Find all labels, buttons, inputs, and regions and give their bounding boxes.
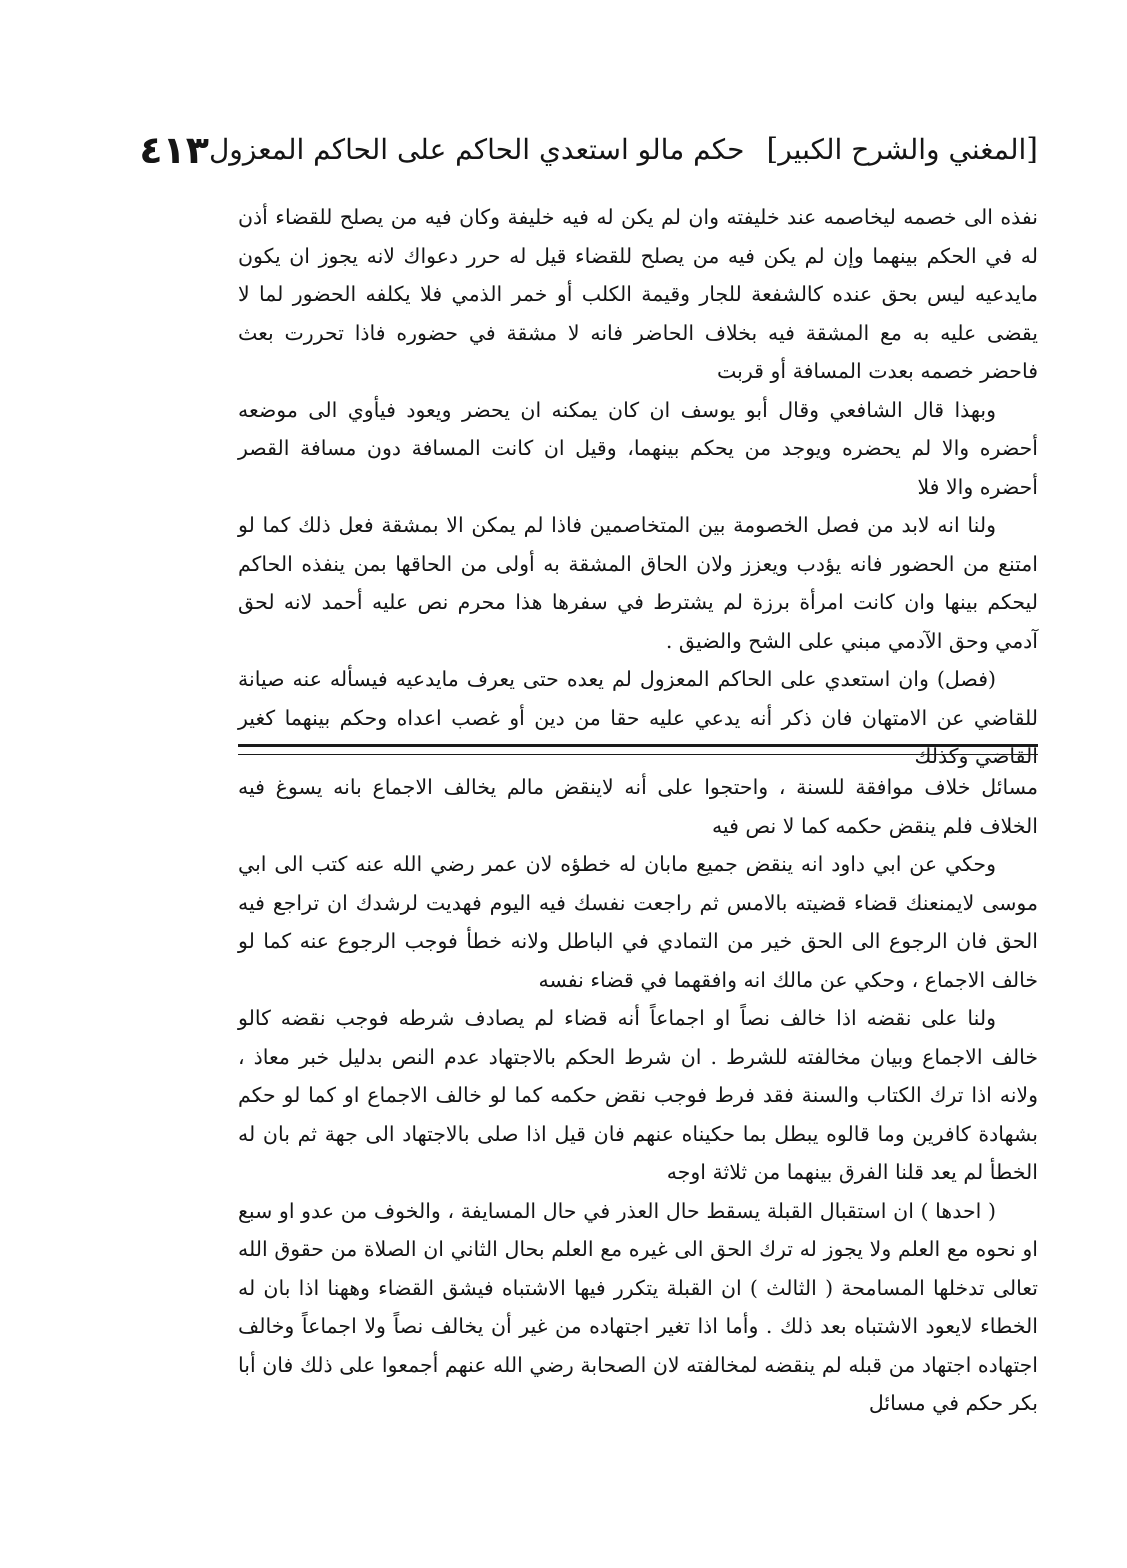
paragraph: نفذه الى خصمه ليخاصمه عند خليفته وان لم يكن له فيه خليفة وكان فيه من يصلح للقضاء أذن له في الحكم بينهما وإن لم يكن فيه من يصلح للقضاء قيل له حرر دعواك لانه يجوز ان يكون مايدعيه ليس بحق عنده كالشفعة للجار وقيمة الكلب أو خمر الذمي فلا يكلفه الحضور لما لا يقضى عليه به مع المشقة فيه بخلاف الحاضر فانه لا مشقة في حضوره فاذا تحررت بعث فاحضر خصمه بعدت المسافة أو قربت (238, 205, 1038, 383)
main-text-block (238, 198, 1038, 776)
paragraph: ولنا على نقضه اذا خالف نصاً او اجماعاً أنه قضاء لم يصادف شرطه فوجب نقضه كالو خالف الاجماع وبيان مخالفته للشرط . ان شرط الحكم بالاجتهاد عدم النص بدليل خبر معاذ ، ولانه اذا ترك الكتاب والسنة فقد فرط فوجب نقض حكمه كما لو خالف الاجماع او كما لو حكم بشهادة كافرين وما قالوه يبطل بما حكيناه عنهم فان قيل اذا صلى بالاجتهاد الى جهة ثم بان له الخطأ لم يعد قلنا الفرق بينهما من ثلاثة اوجه (238, 1006, 1038, 1184)
page-number: ٤١٣ (139, 128, 209, 172)
header-title (209, 118, 1038, 182)
book-title: المغني والشرح الكبير (778, 133, 1027, 166)
paragraph: ولنا انه لابد من فصل الخصومة بين المتخاصمين فاذا لم يمكن الا بمشقة فعل ذلك كما لو امتنع من الحضور فانه يؤدب ويعزز ولان الحاق المشقة به أولى من الحاقها بمن ينفذه الحاكم ليحكم بينها وان كانت امرأة برزة لم يشترط في سفرها هذا محرم نص عليه أحمد لانه لحق آدمي وحق الآدمي مبني على الشح والضيق . (238, 513, 1038, 653)
paragraph: وبهذا قال الشافعي وقال أبو يوسف ان كان يمكنه ان يحضر ويعود فيأوي الى موضعه أحضره والا لم يحضره ويوجد من يحكم بينهما، وقيل ان كانت المسافة دون مسافة القصر أحضره والا فلا (238, 397, 1038, 499)
paragraph: ( احدها ) ان استقبال القبلة يسقط حال العذر في حال المسايفة ، والخوف من عدو او سبع او نحوه مع العلم ولا يجوز له ترك الحق الى غيره مع العلم بحال الثاني ان الصلاة من حقوق الله تعالى تدخلها المسامحة ( الثالث ) ان القبلة يتكرر فيها الاشتباه فيشق القضاء وههنا اذا بان له الخطاء لايعود الاشتباه بعد ذلك . وأما اذا تغير اجتهاده من غير أن يخالف نصاً ولا اجماعاً وخالف اجتهاده اجتهاد من قبله لم ينقضه لمخالفته لان الصحابة رضي الله عنهم أجمعوا على ذلك فان أبا بكر حكم في مسائل (238, 1198, 1039, 1415)
paragraph: (فصل) وان استعدي على الحاكم المعزول لم يعده حتى يعرف مايدعيه فيسأله عنه صيانة للقاضي عن الامتهان فان ذكر أنه يدعي عليه حقا من دين أو غصب اعداه وحكم بينهما كغير القاضي وكذلك (238, 667, 1038, 768)
running-header (139, 118, 1038, 182)
commentary-text-block (238, 768, 1038, 1423)
section-title: حكم مالو استعدي الحاكم على الحاكم المعزول (208, 133, 745, 166)
book-page (139, 118, 1039, 1498)
paragraph: وحكي عن ابي داود انه ينقض جميع مابان له خطؤه لان عمر رضي الله عنه كتب الى ابي موسى لايمنعنك قضاء قضيته بالامس ثم راجعت نفسك فيه اليوم فهديت لرشدك ان تراجع فيه الحق فان الرجوع الى الحق خير من التمادي في الباطل ولانه خطأ فوجب الرجوع عنه كما لو خالف الاجماع ، وحكي عن مالك انه وافقهما في قضاء نفسه (238, 852, 1038, 992)
header-bracket-open: [ (1026, 132, 1038, 167)
paragraph: مسائل خلاف موافقة للسنة ، واحتجوا على أنه لاينقض مالم يخالف الاجماع بانه يسوغ فيه الخلاف فلم ينقض حكمه كما لا نص فيه (238, 775, 1038, 838)
header-bracket-close: ] (766, 132, 779, 167)
section-divider (238, 744, 1038, 755)
